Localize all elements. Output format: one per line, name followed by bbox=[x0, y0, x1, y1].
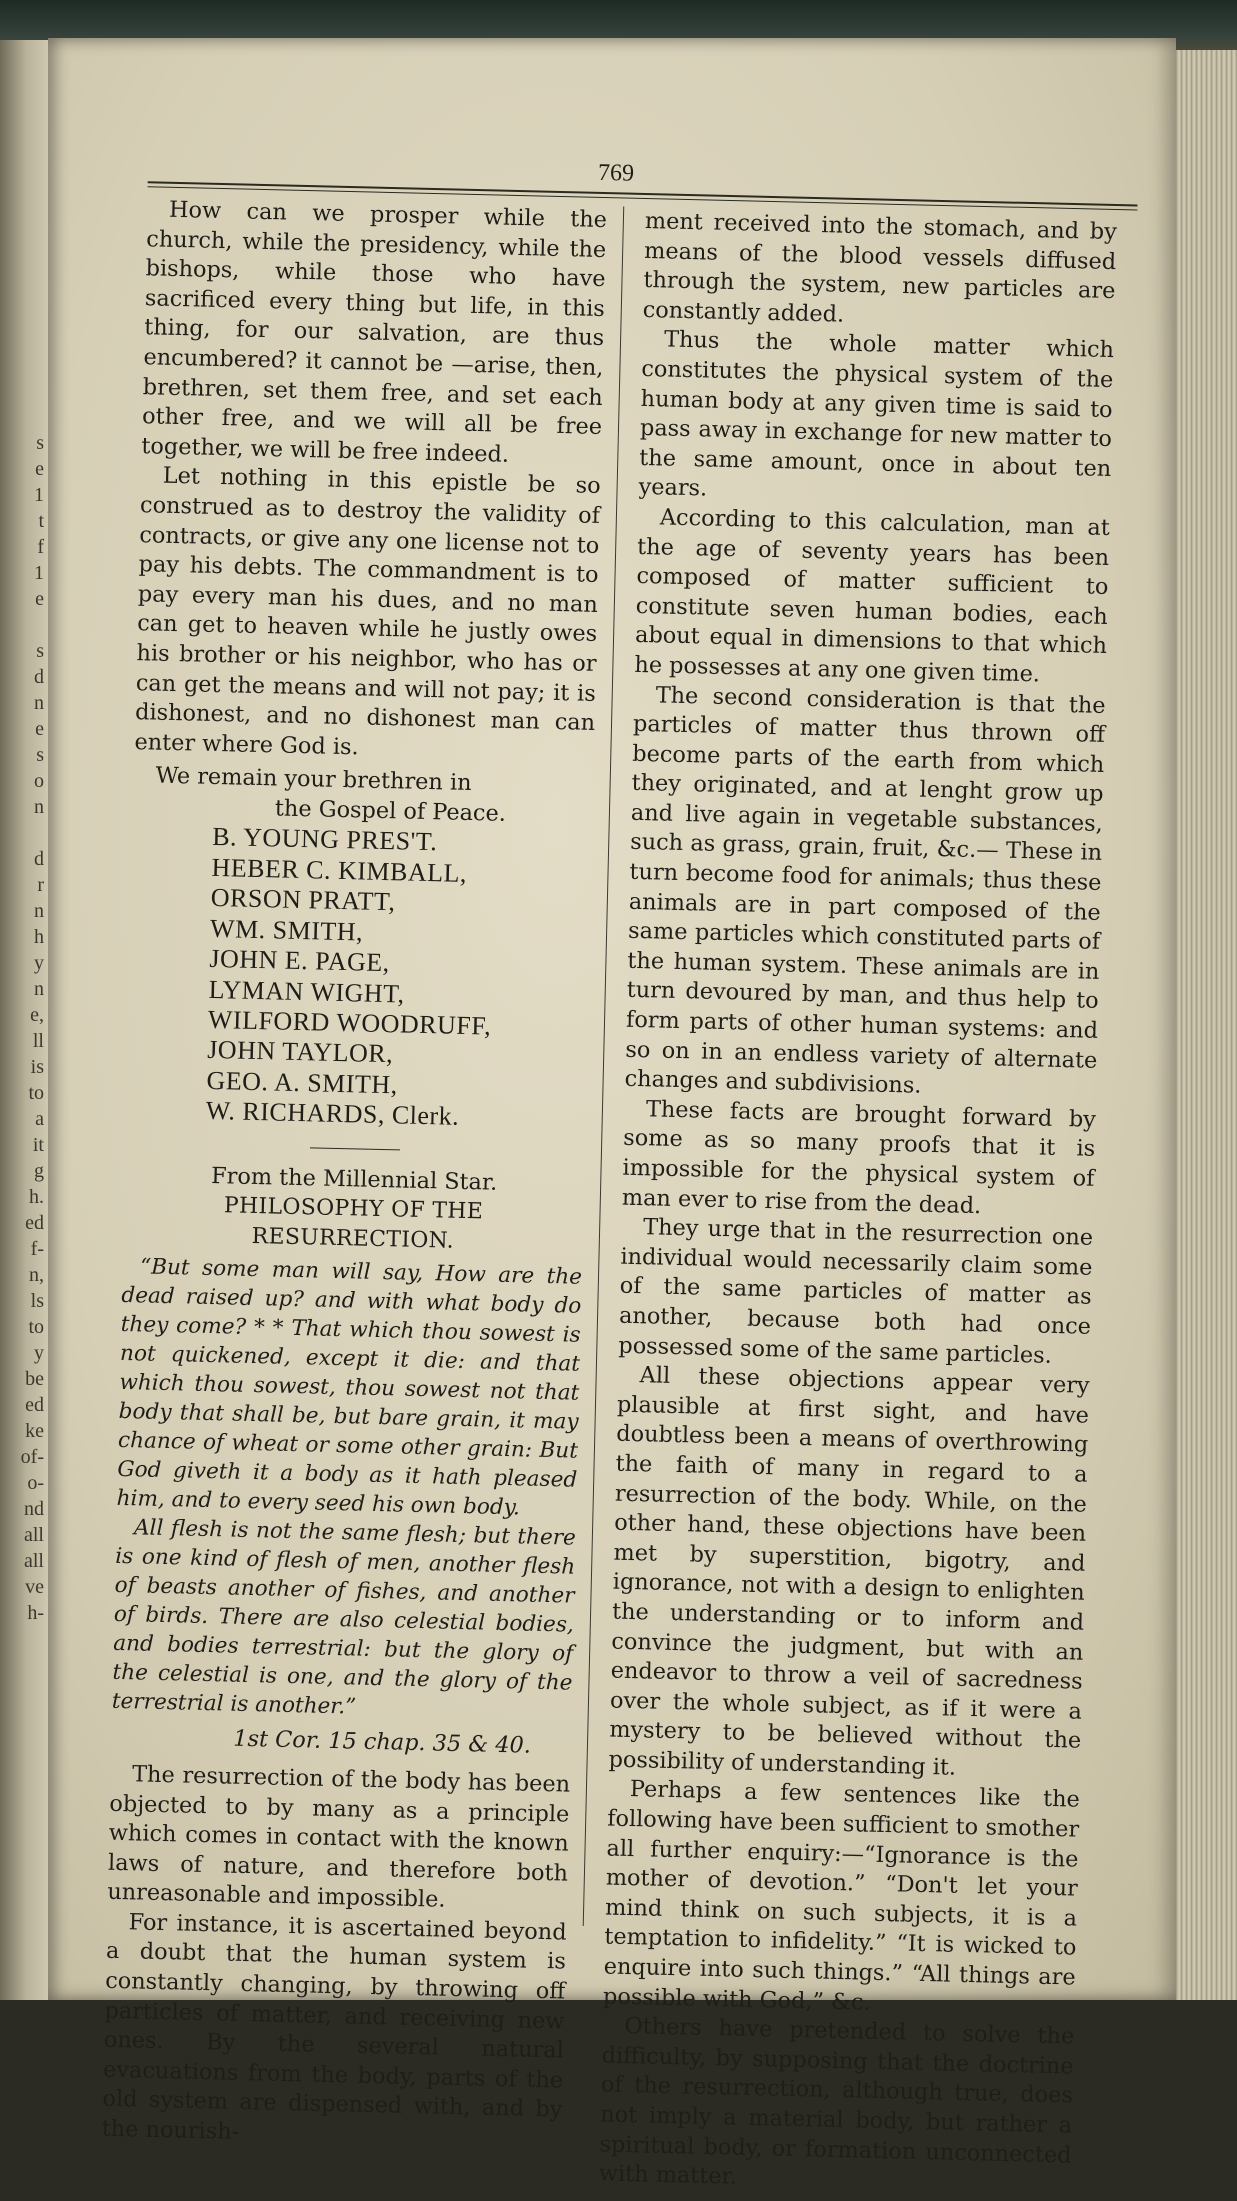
scripture-citation bbox=[111, 1722, 572, 1762]
clerk-signature: W. RICHARDS, Clerk. bbox=[205, 1095, 460, 1131]
signature: HEBER C. KIMBALL, bbox=[211, 852, 468, 888]
signature: GEO. A. SMITH, bbox=[206, 1065, 399, 1100]
facing-page-letters: s e 1 t f 1 e s d n e s o n d r n h y n e, ll is to a it g h. ed f- n, ls to y be ed ke of- o- nd all all ve h- bbox=[20, 432, 44, 1624]
signature: LYMAN WIGHT, bbox=[208, 974, 405, 1008]
signature: WILFORD WOODRUFF, bbox=[207, 1004, 492, 1041]
closing-line: We remain your brethren in bbox=[155, 762, 472, 797]
scripture-quote-2: All flesh is not the same flesh; but there is one kind of flesh of men, another flesh of beasts another of fishes, and another of birds. There are also celestial bodies, and bodies terrestrial: but the glory of the celestial is one, and the glory of the terrestrial is another.” bbox=[111, 1515, 577, 1720]
facing-page-edge bbox=[0, 40, 48, 2000]
article-paragraph: All these objections appear very plausible at first sight, and have doubtless been a means of overthrowing the faith of many in regard to a resurrection of the body. While, on the other hand, these objections have been met by superstition, bigotry, and ignorance, not with a design to enlighten the understanding or to inform and convince the judgment, but with an endeavor to throw a veil of sacredness over the whole subject, as if it were a mystery to be believed without the possibility of understanding it. bbox=[608, 1362, 1090, 1781]
signature: B. YOUNG PRES'T. bbox=[211, 822, 438, 857]
article-paragraph-continued: ment received into the stomach, and by means of the blood vessels diffused through the system, new particles are constantly added. bbox=[642, 207, 1118, 328]
signature-list bbox=[125, 821, 592, 1136]
article-paragraph: Thus the whole matter which constitutes the physical system of the human body at any given time is said to pass away in exchange for new matter to the same amount, once in about ten years. bbox=[638, 326, 1115, 502]
article-paragraph: These facts are brought forward by some as so many proofs that it is impossible for the physical system of man ever to rise from the dead. bbox=[621, 1096, 1097, 1219]
right-column bbox=[599, 207, 1118, 2200]
signature: WM. SMITH, bbox=[209, 913, 364, 947]
article-paragraph: Others have pretended to solve the difficulty, by supposing that the doctrine of the resurrection, although true, does not imply a material body, but rather a spiritual body, or formation unconnected with matter. bbox=[598, 2013, 1075, 2190]
page-content bbox=[53, 159, 1156, 2190]
citation-text: 1st Cor. 15 chap. 35 & 40. bbox=[233, 1725, 532, 1759]
page-block-edges bbox=[1176, 50, 1237, 2000]
article-paragraph-2: For instance, it is ascertained beyond a doubt that the human system is constantly changing, by throwing off particles of matter, and receiving new ones. By the several natural evacuations from the body, parts of the old system are dispensed with, and by the nourish- bbox=[101, 1909, 567, 2145]
scripture-quote-1: “But some man will say, How are the dead raised up? and with what body do they come? * * That which thou sowest is not quickened, except it die: and that which thou sowest, thou sowest not that body that shall be, but bare grain, it may chance of wheat or some other grain: But God giveth it a body as it hath pleased him, and to every seed his own body. bbox=[116, 1254, 583, 1521]
article-paragraph: They urge that in the resurrection one individual would necessarily claim some of the same particles of matter as another, because both had once possessed some of the same particles. bbox=[618, 1214, 1094, 1369]
article-source: From the Millennial Star. bbox=[210, 1162, 498, 1196]
left-column bbox=[101, 195, 607, 2155]
page-number: 769 bbox=[597, 159, 635, 187]
signature: JOHN E. PAGE, bbox=[209, 943, 391, 978]
article-title: PHILOSOPHY OF THE RESURRECTION. bbox=[223, 1193, 484, 1254]
epistle-paragraph-2: Let nothing in this epistle be so construed as to destroy the validity of contracts, or give any one license not to pay his debts. The commandment is to pay every man his dues, and no man can get to heaven while he justly owes his brother or his neighbor, who has or can get the means and will not pay; it is dishonest, and no dishonest man can enter where God is. bbox=[134, 463, 601, 761]
signature: JOHN TAYLOR, bbox=[206, 1035, 394, 1069]
epistle-paragraph-1: How can we prosper while the church, while the presidency, while the bishops, while those who have sacrificed every thing but life, in this thing, for our salvation, are thus encumbered? it cannot be —arise, then, brethren, set them free, and set each other free, and we will all be free together, we will be free indeed. bbox=[141, 196, 608, 468]
book-page bbox=[48, 38, 1176, 2190]
article-paragraph: The second consideration is that the particles of matter thus thrown off become parts of the earth from which they originated, and at lenght grow up and live again in vegetable substances, such as grass, grain, fruit, &c.— These in turn become food for animals; thus these animals are in part composed of the same particles which constituted parts of the human system. These animals are in turn devoured by man, and thus help to form parts of other human systems: and so on in an endless variety of alternate changes and subdivisions. bbox=[624, 681, 1106, 1099]
closing-subline: the Gospel of Peace. bbox=[274, 795, 507, 827]
article-paragraph: According to this calculation, man at the age of seventy years has been composed of matter sufficient to constitute seven human bodies, each about equal in dimensions to that which he possesses at any one given time. bbox=[634, 504, 1111, 688]
article-paragraph-1: The resurrection of the body has been objected to by many as a principle which comes in contact with the known laws of nature, and therefore both unreasonable and impossible. bbox=[107, 1761, 571, 1913]
section-divider bbox=[310, 1147, 400, 1150]
article-paragraph: Perhaps a few sentences like the following have been sufficient to smother all further enquiry:—“Ignorance is the mother of devotion.” “Don't let your mind think on such subjects, it is a temptation to infidelity.” “It is wicked to enquire into such things.” “All things are possible with God,” &c. bbox=[602, 1776, 1081, 2016]
signature: ORSON PRATT, bbox=[210, 883, 396, 917]
